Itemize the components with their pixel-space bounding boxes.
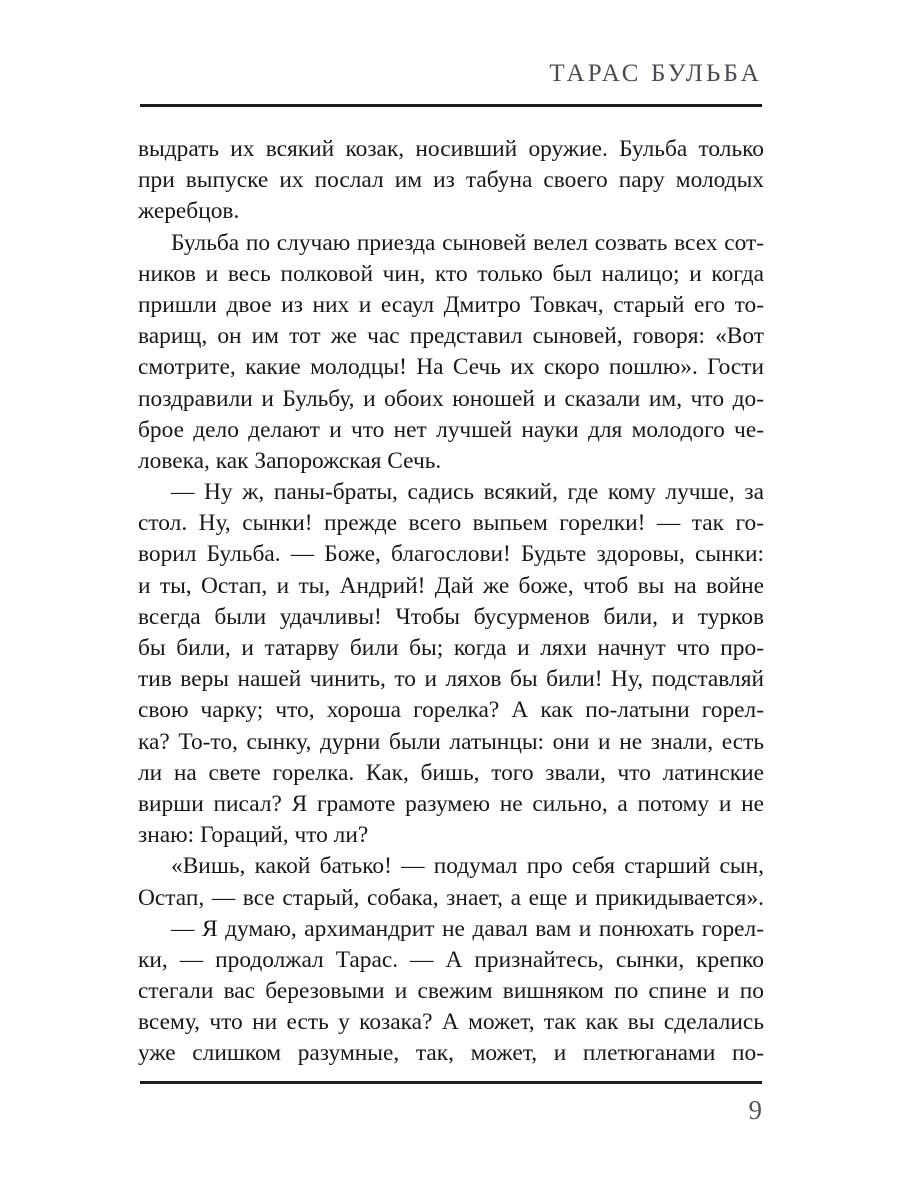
text-line: стегали вас березовыми и свежим вишняком по спине и по xyxy=(138,978,764,1005)
text-line: свою чарку; что, хороша горелка? А как по-латыни горел- xyxy=(138,697,764,724)
text-line: и ты, Остап, и ты, Андрий! Дай же боже, чтоб вы на войне xyxy=(138,572,764,599)
body-text-block xyxy=(138,134,764,1070)
text-line: варищ, он им тот же час представил сыновей, говоря: «Вот xyxy=(138,323,764,350)
text-line: брое дело делают и что нет лучшей науки для молодого че- xyxy=(138,416,764,443)
text-line: знаю: Гораций, что ли? xyxy=(138,822,369,849)
text-line: Бульба по случаю приезда сыновей велел созвать всех сот- xyxy=(171,229,764,256)
text-line: ки, — продолжал Тарас. — А признайтесь, сынки, крепко xyxy=(138,946,764,973)
text-line: стол. Ну, сынки! прежде всего выпьем горелки! — так го- xyxy=(138,510,764,537)
running-head-title: ТАРАС БУЛЬБА xyxy=(549,60,762,87)
text-line: поздравили и Бульбу, и обоих юношей и сказали им, что до- xyxy=(138,385,764,412)
text-line: пришли двое из них и есаул Дмитро Товкач, старый его то- xyxy=(138,291,764,318)
page-number: 9 xyxy=(748,1095,762,1125)
text-line: бы били, и татарву били бы; когда и ляхи начнут что про- xyxy=(138,635,764,661)
text-line: жеребцов. xyxy=(138,198,240,225)
text-line: ли на свете горелка. Как, бишь, того звали, что латинские xyxy=(138,759,764,786)
text-line: выдрать их всякий козак, носивший оружие. Бульба только xyxy=(138,136,764,162)
text-line: ка? То-то, сынку, дурни были латынцы: они и не знали, есть xyxy=(138,728,764,755)
footer-rule xyxy=(140,1081,762,1084)
text-line: всегда были удачливы! Чтобы бусурменов били, и турков xyxy=(138,603,764,630)
text-line: всему, что ни есть у козака? А может, так как вы сделались xyxy=(138,1009,764,1036)
text-line: уже слишком разумные, так, может, и плетюганами по- xyxy=(138,1040,764,1067)
text-line: ников и весь полковой чин, кто только был налицо; и когда xyxy=(138,260,764,287)
text-line: — Ну ж, паны-браты, садись всякий, где кому лучше, за xyxy=(171,479,764,506)
text-line: Остап, — все старый, собака, знает, а еще и прикидывается». xyxy=(138,884,764,911)
text-line: тив веры нашей чинить, то и ляхов бы били! Ну, подставляй xyxy=(138,666,764,693)
text-line: «Вишь, какой батько! — подумал про себя старший сын, xyxy=(171,853,764,880)
text-line: — Я думаю, архимандрит не давал вам и понюхать горел- xyxy=(171,915,764,942)
header-rule xyxy=(140,104,762,107)
text-line: ловека, как Запорожская Сечь. xyxy=(138,447,442,474)
text-line: вирши писал? Я грамоте разумею не сильно, а потому и не xyxy=(138,790,764,817)
text-line: при выпуске их послал им из табуна своего пару молодых xyxy=(138,167,764,194)
text-line: смотрите, какие молодцы! На Сечь их скоро пошлю». Гости xyxy=(138,354,764,381)
text-line: ворил Бульба. — Боже, благослови! Будьте здоровы, сынки: xyxy=(138,541,764,568)
